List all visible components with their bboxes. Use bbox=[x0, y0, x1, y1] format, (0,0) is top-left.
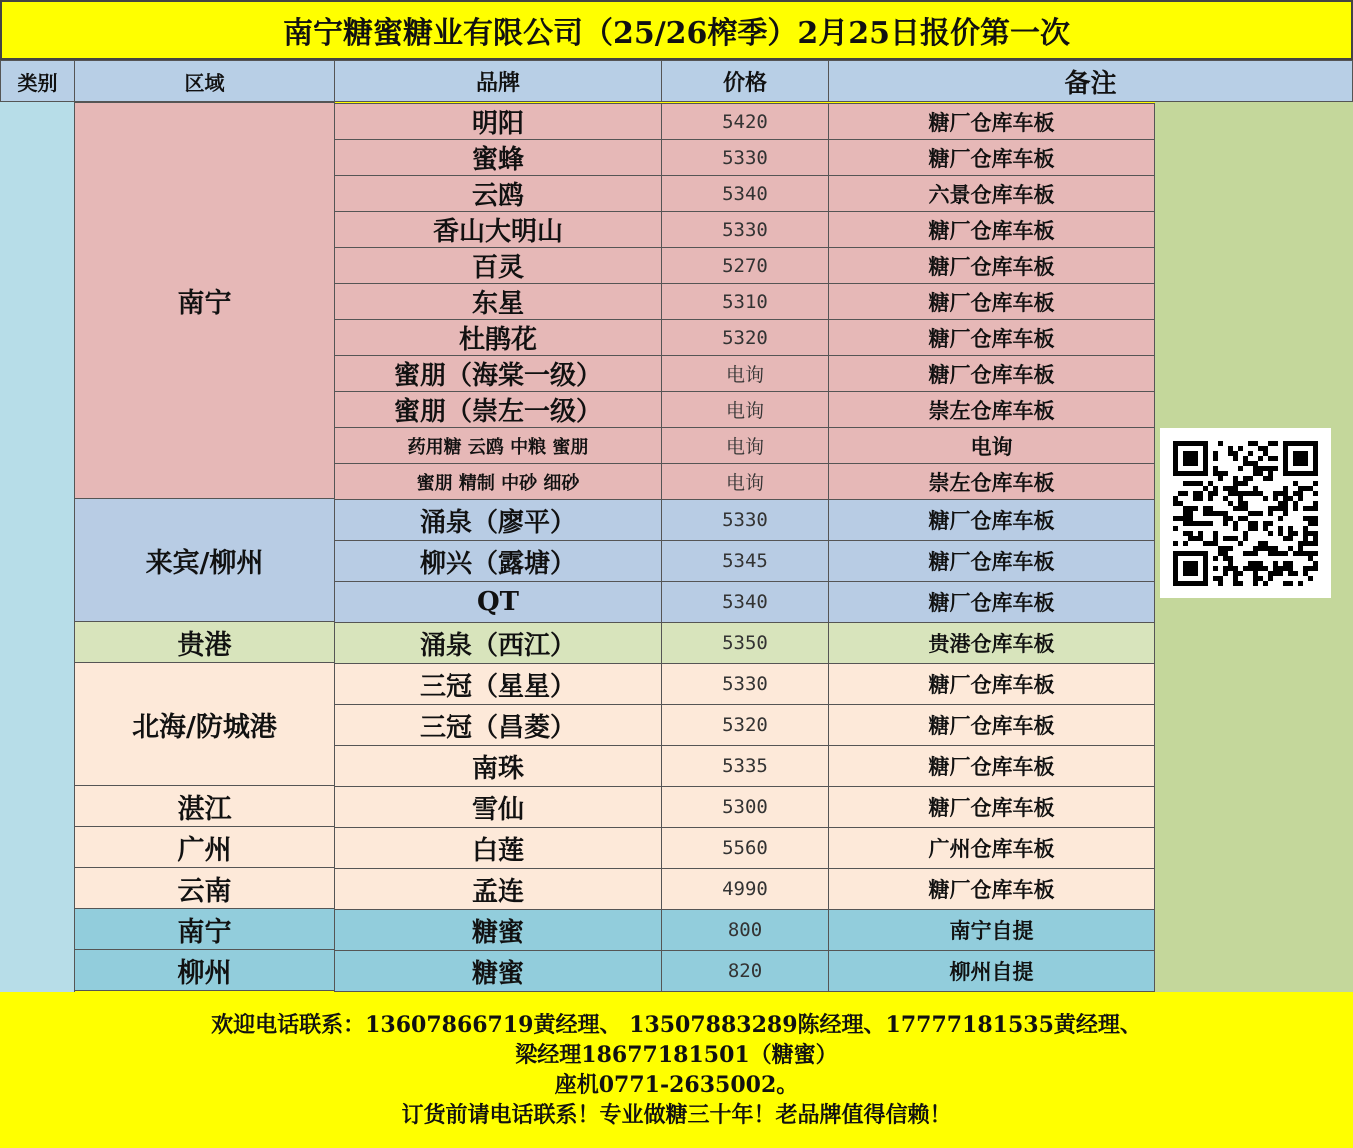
row-brand: 雪仙 bbox=[334, 786, 662, 828]
row-price: 5330 bbox=[661, 211, 829, 248]
row-brand: 蜜朋 精制 中砂 细砂 bbox=[334, 463, 662, 500]
row-price: 电询 bbox=[661, 463, 829, 500]
row-brand: QT bbox=[334, 581, 662, 623]
row-price: 5420 bbox=[661, 103, 829, 140]
row-price: 5350 bbox=[661, 622, 829, 664]
region-beihai-fangchenggang: 北海/防城港 bbox=[74, 662, 335, 786]
row-brand: 南珠 bbox=[334, 745, 662, 787]
row-price: 5330 bbox=[661, 499, 829, 541]
row-price: 820 bbox=[661, 950, 829, 992]
row-note: 糖厂仓库车板 bbox=[828, 868, 1155, 910]
row-note: 崇左仓库车板 bbox=[828, 463, 1155, 500]
row-price: 电询 bbox=[661, 355, 829, 392]
row-brand: 东星 bbox=[334, 283, 662, 320]
row-note: 六景仓库车板 bbox=[828, 175, 1155, 212]
row-brand: 香山大明山 bbox=[334, 211, 662, 248]
region-guigang: 贵港 bbox=[74, 621, 335, 663]
row-note: 糖厂仓库车板 bbox=[828, 247, 1155, 284]
row-price: 5320 bbox=[661, 319, 829, 356]
row-brand: 白莲 bbox=[334, 827, 662, 869]
row-price: 5560 bbox=[661, 827, 829, 869]
row-note: 糖厂仓库车板 bbox=[828, 745, 1155, 787]
row-brand: 明阳 bbox=[334, 103, 662, 140]
row-brand: 三冠（昌菱） bbox=[334, 704, 662, 746]
row-price: 5270 bbox=[661, 247, 829, 284]
row-note: 糖厂仓库车板 bbox=[828, 319, 1155, 356]
header-category: 类别 bbox=[0, 60, 75, 102]
row-note: 糖厂仓库车板 bbox=[828, 211, 1155, 248]
region-zhanjiang: 湛江 bbox=[74, 785, 335, 827]
row-note: 糖厂仓库车板 bbox=[828, 355, 1155, 392]
footer-line-4: 订货前请电话联系！专业做糖三十年！老品牌值得信赖！ bbox=[401, 1102, 952, 1128]
row-brand: 百灵 bbox=[334, 247, 662, 284]
row-brand: 涌泉（西江） bbox=[334, 622, 662, 664]
row-brand: 杜鹃花 bbox=[334, 319, 662, 356]
row-note: 糖厂仓库车板 bbox=[828, 663, 1155, 705]
row-brand: 糖蜜 bbox=[334, 909, 662, 951]
header-brand: 品牌 bbox=[334, 60, 662, 102]
row-note: 崇左仓库车板 bbox=[828, 391, 1155, 428]
row-price: 5330 bbox=[661, 139, 829, 176]
row-brand: 蜜蜂 bbox=[334, 139, 662, 176]
row-brand: 蜜朋（海棠一级） bbox=[334, 355, 662, 392]
row-brand: 药用糖 云鸥 中粮 蜜朋 bbox=[334, 427, 662, 464]
row-price: 5300 bbox=[661, 786, 829, 828]
row-note: 糖厂仓库车板 bbox=[828, 581, 1155, 623]
row-brand: 涌泉（廖平） bbox=[334, 499, 662, 541]
row-note: 糖厂仓库车板 bbox=[828, 283, 1155, 320]
footer-contact bbox=[0, 992, 1353, 1148]
row-brand: 蜜朋（崇左一级） bbox=[334, 391, 662, 428]
row-note: 糖厂仓库车板 bbox=[828, 540, 1155, 582]
row-note: 广州仓库车板 bbox=[828, 827, 1155, 869]
row-price: 5340 bbox=[661, 175, 829, 212]
footer-line-3: 座机0771-2635002。 bbox=[554, 1072, 799, 1098]
category-column bbox=[0, 102, 75, 992]
row-note: 糖厂仓库车板 bbox=[828, 704, 1155, 746]
row-brand: 糖蜜 bbox=[334, 950, 662, 992]
row-note: 糖厂仓库车板 bbox=[828, 786, 1155, 828]
region-liuzhou-molasses: 柳州 bbox=[74, 949, 335, 991]
row-brand: 三冠（星星） bbox=[334, 663, 662, 705]
row-price: 5330 bbox=[661, 663, 829, 705]
region-nanning: 南宁 bbox=[74, 102, 335, 499]
row-note: 糖厂仓库车板 bbox=[828, 103, 1155, 140]
header-region: 区域 bbox=[74, 60, 335, 102]
row-brand: 柳兴（露塘） bbox=[334, 540, 662, 582]
region-guangzhou: 广州 bbox=[74, 826, 335, 868]
region-yunnan: 云南 bbox=[74, 867, 335, 909]
row-price: 800 bbox=[661, 909, 829, 951]
row-price: 电询 bbox=[661, 391, 829, 428]
row-price: 电询 bbox=[661, 427, 829, 464]
header-note: 备注 bbox=[828, 60, 1353, 102]
row-price: 4990 bbox=[661, 868, 829, 910]
header-price: 价格 bbox=[661, 60, 829, 102]
row-price: 5345 bbox=[661, 540, 829, 582]
qr-code-icon bbox=[1160, 428, 1331, 598]
row-price: 5320 bbox=[661, 704, 829, 746]
row-note: 糖厂仓库车板 bbox=[828, 499, 1155, 541]
row-price: 5310 bbox=[661, 283, 829, 320]
footer-line-2: 梁经理18677181501（糖蜜） bbox=[515, 1042, 838, 1068]
row-brand: 云鸥 bbox=[334, 175, 662, 212]
row-note: 柳州自提 bbox=[828, 950, 1155, 992]
row-note: 南宁自提 bbox=[828, 909, 1155, 951]
footer-line-1: 欢迎电话联系：13607866719黄经理、 13507883289陈经理、17777181535黄经理、 bbox=[211, 1012, 1142, 1038]
row-note: 糖厂仓库车板 bbox=[828, 139, 1155, 176]
row-note: 贵港仓库车板 bbox=[828, 622, 1155, 664]
row-brand: 孟连 bbox=[334, 868, 662, 910]
row-price: 5335 bbox=[661, 745, 829, 787]
region-nanning-molasses: 南宁 bbox=[74, 908, 335, 950]
row-price: 5340 bbox=[661, 581, 829, 623]
row-note: 电询 bbox=[828, 427, 1155, 464]
region-laibin-liuzhou: 来宾/柳州 bbox=[74, 498, 335, 622]
page-title: 南宁糖蜜糖业有限公司（25/26榨季）2月25日报价第一次 bbox=[0, 0, 1353, 60]
